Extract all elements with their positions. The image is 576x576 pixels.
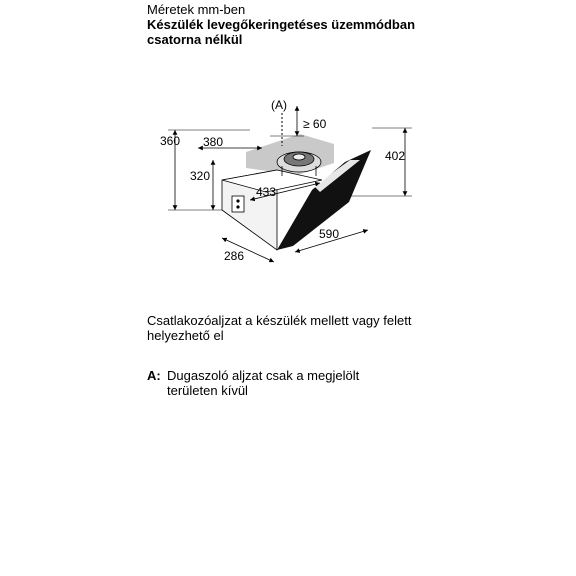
dim-380: 380 [203,135,224,149]
dim-ge60: ≥ 60 [303,117,327,131]
legend-line-2: területen kívül [167,383,248,398]
dim-286: 286 [224,249,245,263]
socket-note-line-2: helyezhető el [147,328,224,343]
dim-590: 590 [319,227,340,241]
marker-a: (A) [271,98,287,112]
legend-line-1: Dugaszoló aljzat csak a megjelölt [167,368,360,383]
dim-433: 433 [256,185,277,199]
legend-key: A: [147,368,161,383]
title-line-1: Készülék levegőkeringetéses üzemmódban [147,17,416,32]
wall-bracket-icon [232,196,244,212]
dim-360: 360 [160,134,181,148]
dim-402: 402 [385,149,406,163]
dim-320: 320 [190,169,211,183]
units-label: Méretek mm-ben [147,2,246,17]
socket-note-line-1: Csatlakozóaljzat a készülék mellett vagy felett [147,313,412,328]
title-line-2: csatorna nélkül [147,32,243,47]
fan-hub [293,154,305,160]
